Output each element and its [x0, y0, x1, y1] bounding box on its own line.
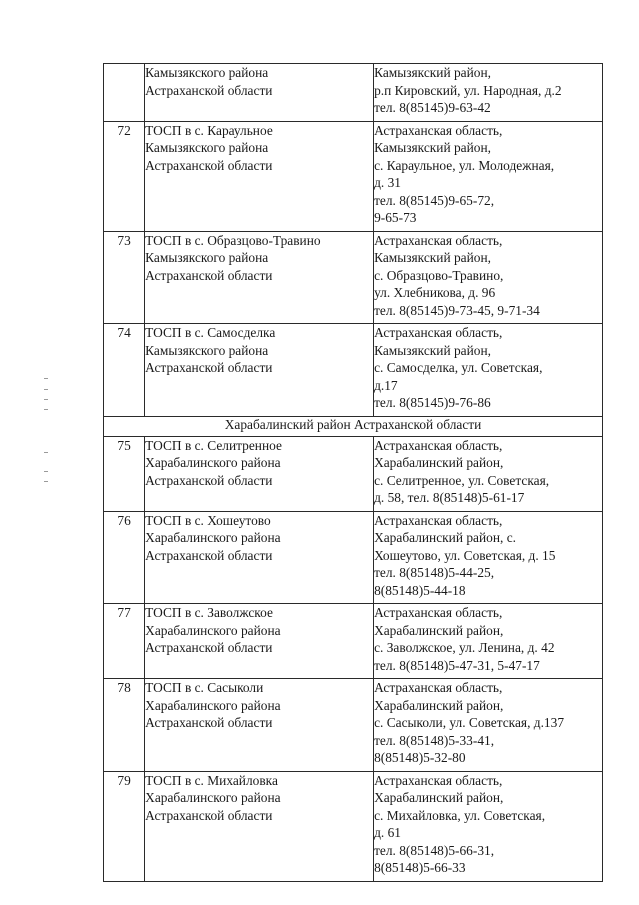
margin-mark	[44, 378, 48, 379]
address-line: тел. 8(85145)9-63-42	[374, 100, 491, 115]
table-section-header	[104, 416, 603, 436]
address-line: с. Образцово-Травино,	[374, 267, 504, 283]
address-cell	[374, 64, 603, 122]
margin-mark	[44, 481, 48, 482]
address-line: с. Сасыколи, ул. Советская, д.137	[374, 715, 565, 730]
address-cell	[374, 771, 603, 881]
office-name-cell	[145, 436, 374, 511]
table-row	[104, 511, 603, 604]
address-line: Харабалинский район,	[374, 455, 504, 470]
office-name-line: Харабалинского района	[145, 530, 281, 545]
address-line: Харабалинский район,	[374, 790, 504, 805]
address-line: Камызякский район,	[374, 342, 491, 358]
office-name-line: Астраханской области	[145, 267, 273, 283]
address-line: тел. 8(85145)9-76-86	[374, 395, 491, 410]
office-name-cell	[145, 231, 374, 324]
table-section-kamyzyak	[104, 64, 603, 417]
address-line: д. 58, тел. 8(85148)5-61-17	[374, 490, 525, 505]
row-number: 72	[104, 121, 145, 231]
office-name-line: Камызякского района	[145, 342, 269, 358]
address-cell	[374, 121, 603, 231]
office-name-line: ТОСП в с. Образцово-Травино	[145, 232, 321, 248]
table-row	[104, 121, 603, 231]
address-line: Астраханская область,	[374, 437, 503, 453]
address-cell	[374, 604, 603, 679]
address-line: тел. 8(85145)9-65-72,	[374, 192, 495, 208]
row-number: 73	[104, 231, 145, 324]
table-row	[104, 436, 603, 511]
office-name-line: Харабалинского района	[145, 622, 281, 638]
table-section-kharabali	[104, 436, 603, 881]
office-name-cell	[145, 64, 374, 122]
office-name-line: Астраханской области	[145, 807, 273, 823]
address-line: с. Заволжское, ул. Ленина, д. 42	[374, 640, 555, 655]
address-line: Камызякский район,	[374, 250, 491, 265]
office-name-line: ТОСП в с. Селитренное	[145, 437, 282, 453]
address-line: 8(85148)5-66-33	[374, 860, 466, 875]
address-line: д. 61	[374, 825, 401, 840]
address-line: Астраханская область,	[374, 325, 503, 340]
address-line: Камызякский район,	[374, 65, 491, 80]
address-line: 8(85148)5-44-18	[374, 582, 466, 598]
office-name-line: Астраханской области	[145, 547, 273, 563]
office-name-line: Харабалинского района	[145, 455, 281, 470]
address-line: Астраханская область,	[374, 772, 503, 788]
margin-mark	[44, 409, 48, 410]
office-name-line: Астраханской области	[145, 640, 273, 655]
section-title: Харабалинский район Астраханской области	[104, 416, 603, 436]
office-name-line: ТОСП в с. Сасыколи	[145, 680, 264, 695]
address-cell	[374, 324, 603, 417]
office-name-cell	[145, 121, 374, 231]
office-name-cell	[145, 771, 374, 881]
address-line: тел. 8(85145)9-73-45, 9-71-34	[374, 302, 540, 318]
address-line: тел. 8(85148)5-44-25,	[374, 565, 495, 580]
address-line: тел. 8(85148)5-33-41,	[374, 732, 495, 748]
address-line: Астраханская область,	[374, 122, 503, 138]
address-line: Астраханская область,	[374, 605, 503, 620]
row-number: 78	[104, 679, 145, 772]
office-name-line: Астраханской области	[145, 157, 273, 173]
office-name-cell	[145, 679, 374, 772]
row-number	[104, 64, 145, 122]
office-name-line: Астраханской области	[145, 82, 273, 98]
table-row	[104, 604, 603, 679]
address-line: Харабалинский район,	[374, 622, 504, 638]
table-row	[104, 679, 603, 772]
table-row	[104, 324, 603, 417]
office-name-line: ТОСП в с. Заволжское	[145, 605, 273, 620]
address-line: 8(85148)5-32-80	[374, 750, 466, 765]
office-name-line: Астраханской области	[145, 360, 273, 375]
address-line: тел. 8(85148)5-66-31,	[374, 842, 495, 858]
address-line: с. Самосделка, ул. Советская,	[374, 360, 543, 375]
office-name-line: ТОСП в с. Самосделка	[145, 325, 276, 340]
address-line: д.17	[374, 377, 398, 393]
address-line: с. Селитренное, ул. Советская,	[374, 472, 550, 488]
address-line: Камызякский район,	[374, 140, 491, 155]
address-line: 9-65-73	[374, 210, 417, 225]
address-line: тел. 8(85148)5-47-31, 5-47-17	[374, 657, 540, 673]
office-name-line: ТОСП в с. Караульное	[145, 122, 273, 138]
office-name-line: Камызякского района	[145, 250, 269, 265]
table-row	[104, 231, 603, 324]
office-name-line: ТОСП в с. Михайловка	[145, 772, 278, 788]
margin-mark	[44, 452, 48, 453]
office-name-line: Астраханской области	[145, 472, 273, 488]
offices-table	[103, 63, 603, 882]
address-line: с. Михайловка, ул. Советская,	[374, 807, 546, 823]
office-name-cell	[145, 511, 374, 604]
address-line: с. Караульное, ул. Молодежная,	[374, 157, 555, 173]
margin-mark	[44, 399, 48, 400]
row-number: 75	[104, 436, 145, 511]
address-line: Астраханская область,	[374, 232, 503, 248]
row-number: 74	[104, 324, 145, 417]
table-row	[104, 64, 603, 122]
office-name-line: Камызякского района	[145, 140, 269, 155]
margin-mark	[44, 471, 48, 472]
office-name-line: Камызякского района	[145, 65, 269, 80]
address-line: Астраханская область,	[374, 680, 503, 695]
address-cell	[374, 511, 603, 604]
address-line: Харабалинский район,	[374, 697, 504, 713]
margin-mark	[44, 389, 48, 390]
address-cell	[374, 679, 603, 772]
address-line: Астраханская область,	[374, 512, 503, 528]
row-number: 79	[104, 771, 145, 881]
address-line: р.п Кировский, ул. Народная, д.2	[374, 82, 562, 98]
office-name-cell	[145, 324, 374, 417]
row-number: 77	[104, 604, 145, 679]
address-line: Хошеутово, ул. Советская, д. 15	[374, 547, 556, 563]
office-name-line: Астраханской области	[145, 715, 273, 730]
row-number: 76	[104, 511, 145, 604]
address-cell	[374, 231, 603, 324]
office-name-line: Харабалинского района	[145, 790, 281, 805]
address-line: ул. Хлебникова, д. 96	[374, 285, 496, 300]
address-cell	[374, 436, 603, 511]
table-row	[104, 771, 603, 881]
office-name-cell	[145, 604, 374, 679]
address-line: Харабалинский район, с.	[374, 530, 516, 545]
section-row	[104, 416, 603, 436]
office-name-line: Харабалинского района	[145, 697, 281, 713]
address-line: д. 31	[374, 175, 401, 190]
office-name-line: ТОСП в с. Хошеутово	[145, 512, 271, 528]
